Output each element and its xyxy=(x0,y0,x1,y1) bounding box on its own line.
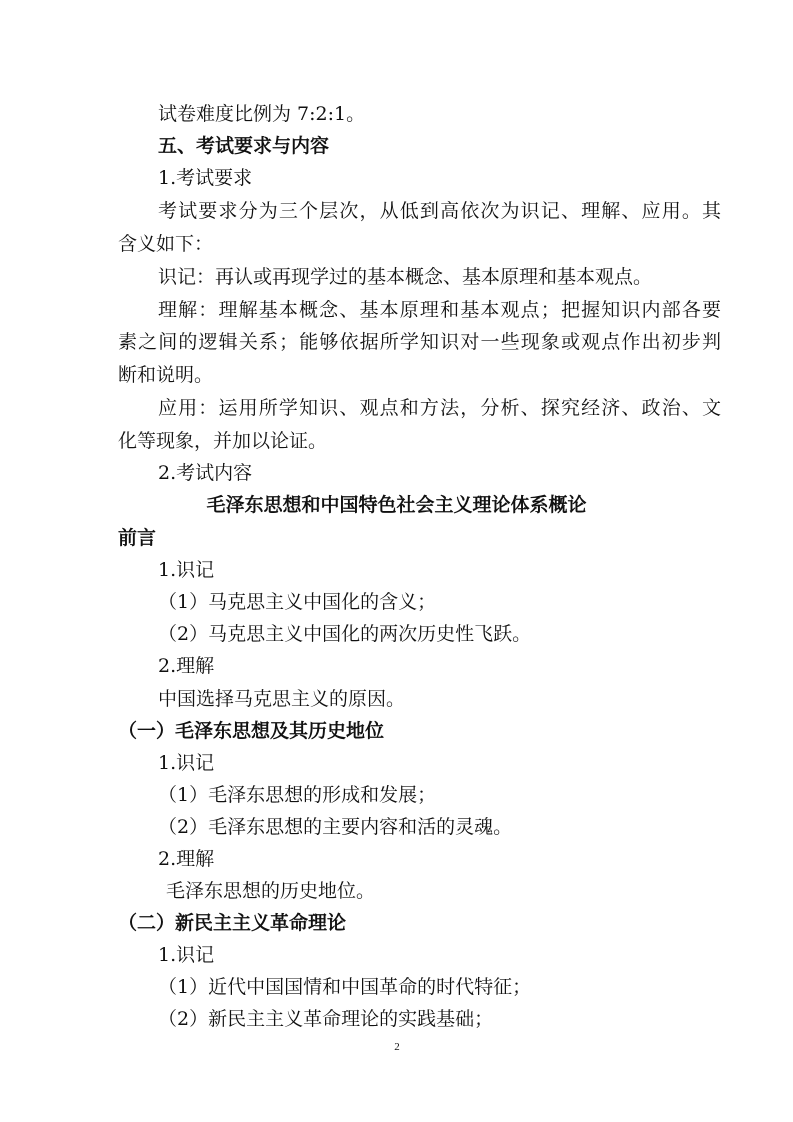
subheading-exam-content: 2.考试内容 xyxy=(158,462,253,484)
paragraph-apply-line2: 化等现象，并加以论证。 xyxy=(118,430,328,452)
paragraph-recall-definition: 识记：再认或再现学过的基本概念、基本原理和基本观点。 xyxy=(158,266,653,288)
paragraph-understand-line1: 理解：理解基本概念、基本原理和基本观点；把握知识内部各要 xyxy=(158,299,721,321)
item-recall-preface: 1.识记 xyxy=(158,559,215,581)
item-understand-chapter-1: 2.理解 xyxy=(158,848,215,870)
section-heading-5: 五、考试要求与内容 xyxy=(158,135,330,157)
list-item: （1）近代中国国情和中国革命的时代特征； xyxy=(158,976,532,998)
list-item: 中国选择马克思主义的原因。 xyxy=(158,688,406,710)
heading-chapter-1: （一）毛泽东思想及其历史地位 xyxy=(118,720,385,742)
paragraph-requirements-line2: 含义如下： xyxy=(118,233,214,255)
item-recall-chapter-2: 1.识记 xyxy=(158,944,215,966)
list-item: 毛泽东思想的历史地位。 xyxy=(166,880,376,902)
paragraph-requirements-line1: 考试要求分为三个层次，从低到高依次为识记、理解、应用。其 xyxy=(158,200,721,222)
list-item: （2）新民主主义革命理论的实践基础； xyxy=(158,1008,494,1030)
paragraph-understand-line3: 断和说明。 xyxy=(118,364,214,386)
paragraph-apply-line1: 应用：运用所学知识、观点和方法，分析、探究经济、政治、文 xyxy=(158,397,721,419)
item-recall-chapter-1: 1.识记 xyxy=(158,752,215,774)
heading-preface: 前言 xyxy=(118,527,157,549)
list-item: （1）马克思主义中国化的含义； xyxy=(158,591,437,613)
list-item: （2）毛泽东思想的主要内容和活的灵魂。 xyxy=(158,816,513,838)
course-title: 毛泽东思想和中国特色社会主义理论体系概论 xyxy=(206,494,587,516)
list-item: （1）毛泽东思想的形成和发展； xyxy=(158,784,437,806)
exam-difficulty-ratio: 试卷难度比例为 7:2:1。 xyxy=(158,103,366,125)
subheading-exam-requirements: 1.考试要求 xyxy=(158,167,253,189)
item-understand-preface: 2.理解 xyxy=(158,655,215,677)
paragraph-understand-line2: 素之间的逻辑关系；能够依据所学知识对一些现象或观点作出初步判 xyxy=(118,331,721,353)
page-number: 2 xyxy=(394,1041,400,1053)
heading-chapter-2: （二）新民主主义革命理论 xyxy=(118,912,347,934)
list-item: （2）马克思主义中国化的两次历史性飞跃。 xyxy=(158,623,532,645)
